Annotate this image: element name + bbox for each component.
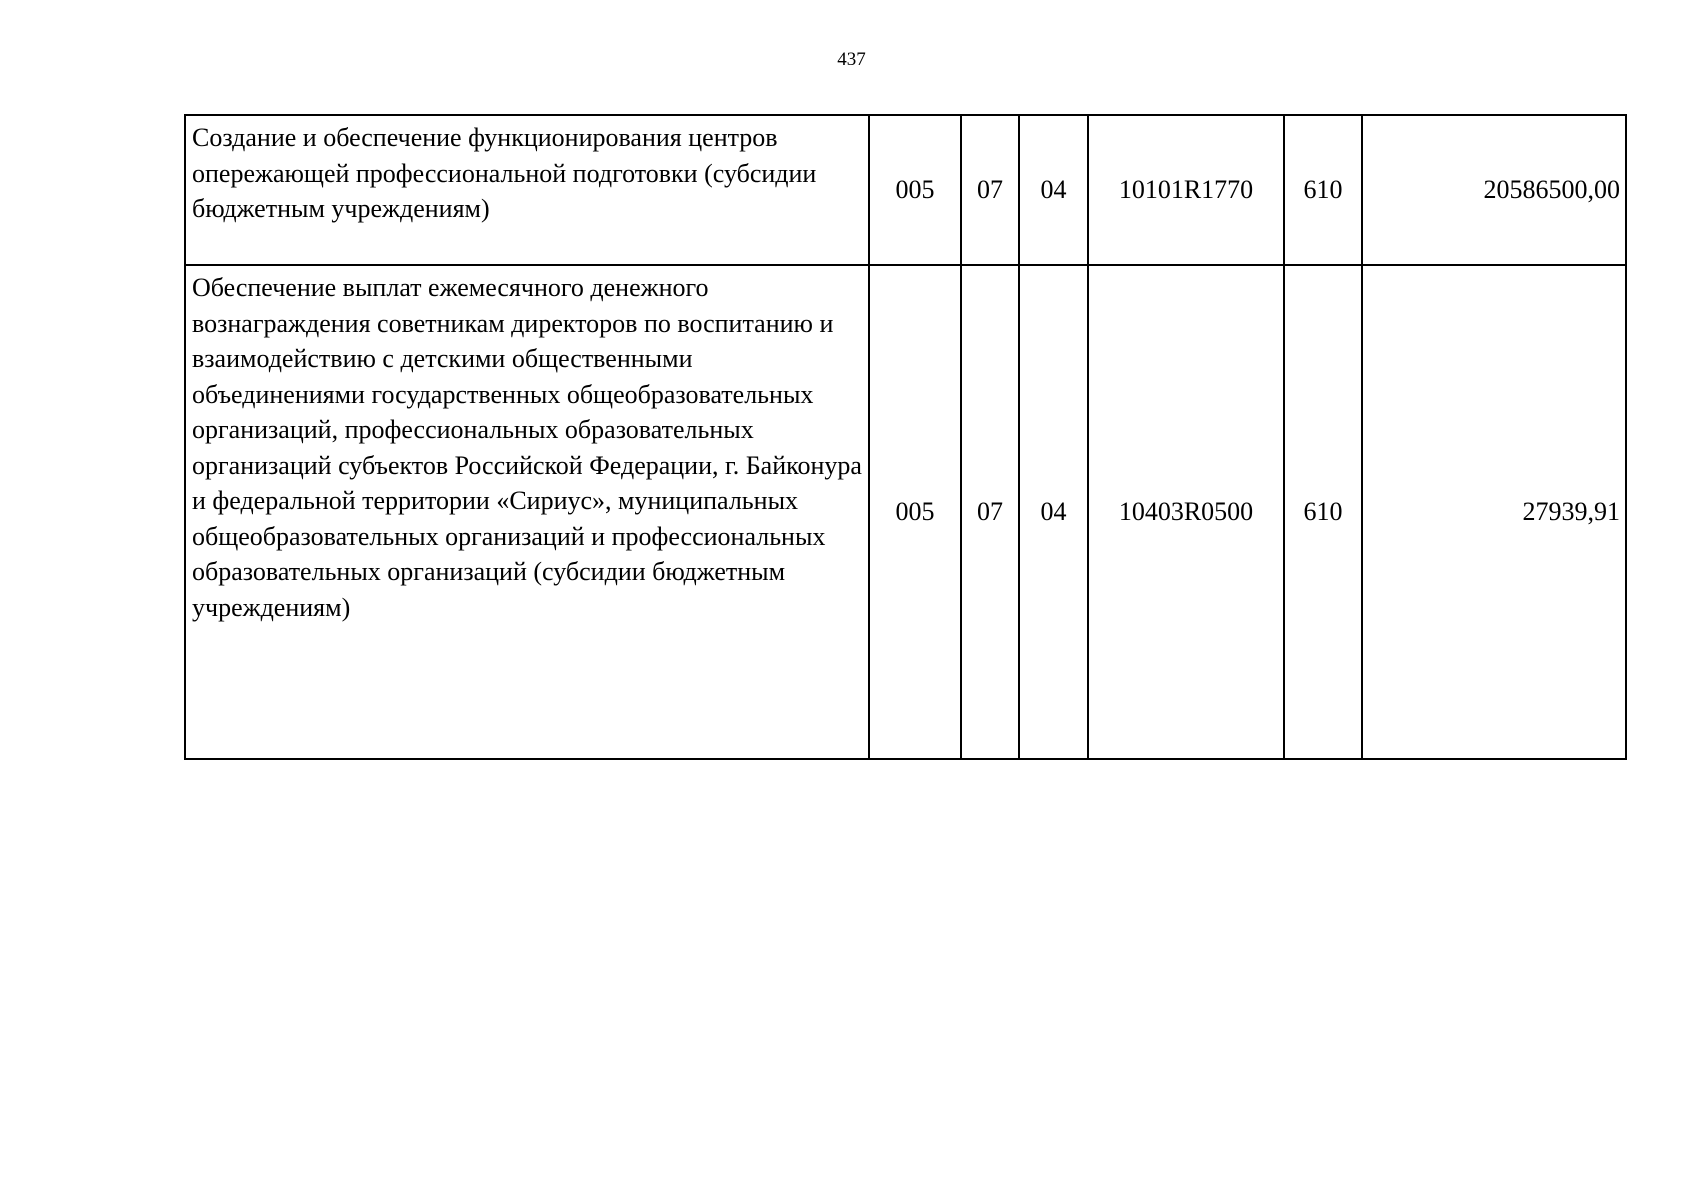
subsection-code-cell: 04 <box>1019 265 1088 759</box>
section-code-cell: 07 <box>961 115 1019 265</box>
target-article-cell: 10403R0500 <box>1088 265 1284 759</box>
budget-table <box>184 114 1627 760</box>
page-number: 437 <box>837 49 866 70</box>
table-row <box>185 115 1626 265</box>
target-article-cell: 10101R1770 <box>1088 115 1284 265</box>
expense-name-cell: Создание и обеспечение функционирования центров опережающей профессиональной подготовки (субсидии бюджетным учреждениям) <box>185 115 869 265</box>
table-row <box>185 265 1626 759</box>
section-code-cell: 07 <box>961 265 1019 759</box>
amount-cell: 27939,91 <box>1362 265 1626 759</box>
ministry-code-cell: 005 <box>869 265 961 759</box>
ministry-code-cell: 005 <box>869 115 961 265</box>
amount-cell: 20586500,00 <box>1362 115 1626 265</box>
subsection-code-cell: 04 <box>1019 115 1088 265</box>
expense-type-cell: 610 <box>1284 265 1362 759</box>
expense-name-cell: Обеспечение выплат ежемесячного денежного вознаграждения советникам директоров по воспитанию и взаимодействию с детскими общественными объединениями государственных общеобразовательных организаций, профессиональных образовательных организаций субъектов Российской Федерации, г. Байконура и федеральной территории «Сириус», муниципальных общеобразовательных организаций и профессиональных образовательных организаций (субсидии бюджетным учреждениям) <box>185 265 869 759</box>
expense-type-cell: 610 <box>1284 115 1362 265</box>
